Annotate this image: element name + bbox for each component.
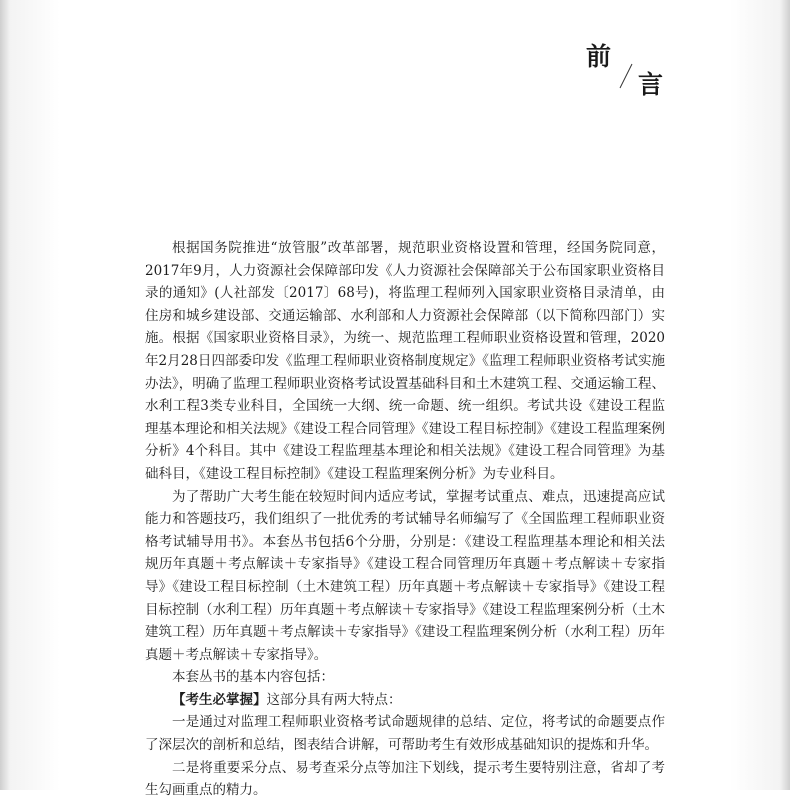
point-one: 一是通过对监理工程师职业资格考试命题规律的总结、定位，将考试的命题要点作了深层次的剖析和总结，图表结合讲解，可帮助考生有效形成基础知识的提炼和升华。 <box>145 714 665 754</box>
section-must-master <box>145 689 665 712</box>
paragraph-background: 根据国务院推进“放管服”改革部署，规范职业资格设置和管理，经国务院同意，2017年9月，人力资源社会保障部印发《人力资源社会保障部关于公布国家职业资格目录的通知》(人社部发〔2017〕68号)，将监理工程师列入国家职业资格目录清单，由住房和城乡建设部、交通运输部、水利部和人力资源社会保障部（以下简称四部门）实施。根据《国家职业资格目录》，为统一、规范监理工程师职业资格设置和管理，2020年2月28日四部委印发《监理工程师职业资格制度规定》《监理工程师职业资格考试实施办法》，明确了监理工程师职业资格考试设置基础科目和土木建筑工程、交通运输工程、水利工程3类专业科目，全国统一大纲、统一命题、统一组织。考试共设《建设工程监理基本理论和相关法规》《建设工程合同管理》《建设工程目标控制》《建设工程监理案例分析》4个科目。其中《建设工程监理基本理论和相关法规》《建设工程合同管理》为基础科目，《建设工程目标控制》《建设工程监理案例分析》为专业科目。 <box>145 240 665 482</box>
heading-char-1: 前 <box>586 42 612 71</box>
heading-char-2: 言 <box>638 70 664 99</box>
section-tag: 【考生必掌握】 <box>172 691 267 708</box>
preface-body <box>145 237 665 802</box>
paragraph-series-intro: 为了帮助广大考生能在较短时间内适应考试，掌握考试重点、难点，迅速提高应试能力和答题技巧，我们组织了一批优秀的考试辅导名师编写了《全国监理工程师职业资格考试辅导用书》。本套丛书包括6个分册，分别是：《建设工程监理基本理论和相关法规历年真题＋考点解读＋专家指导》《建设工程合同管理历年真题＋考点解读＋专家指导》《建设工程目标控制（土木建筑工程）历年真题＋考点解读＋专家指导》《建设工程目标控制（水利工程）历年真题＋考点解读＋专家指导》《建设工程监理案例分析（土木建筑工程）历年真题＋考点解读＋专家指导》《建设工程监理案例分析（水利工程）历年真题＋考点解读＋专家指导》。 <box>145 488 665 663</box>
paragraph-contents-intro: 本套丛书的基本内容包括： <box>172 669 334 686</box>
section-text: 这部分具有两大特点： <box>266 691 402 708</box>
point-two: 二是将重要采分点、易考查采分点等加注下划线，提示考生要特别注意，省却了考生勾画重点的精力。 <box>145 759 665 799</box>
preface-heading <box>580 38 670 108</box>
